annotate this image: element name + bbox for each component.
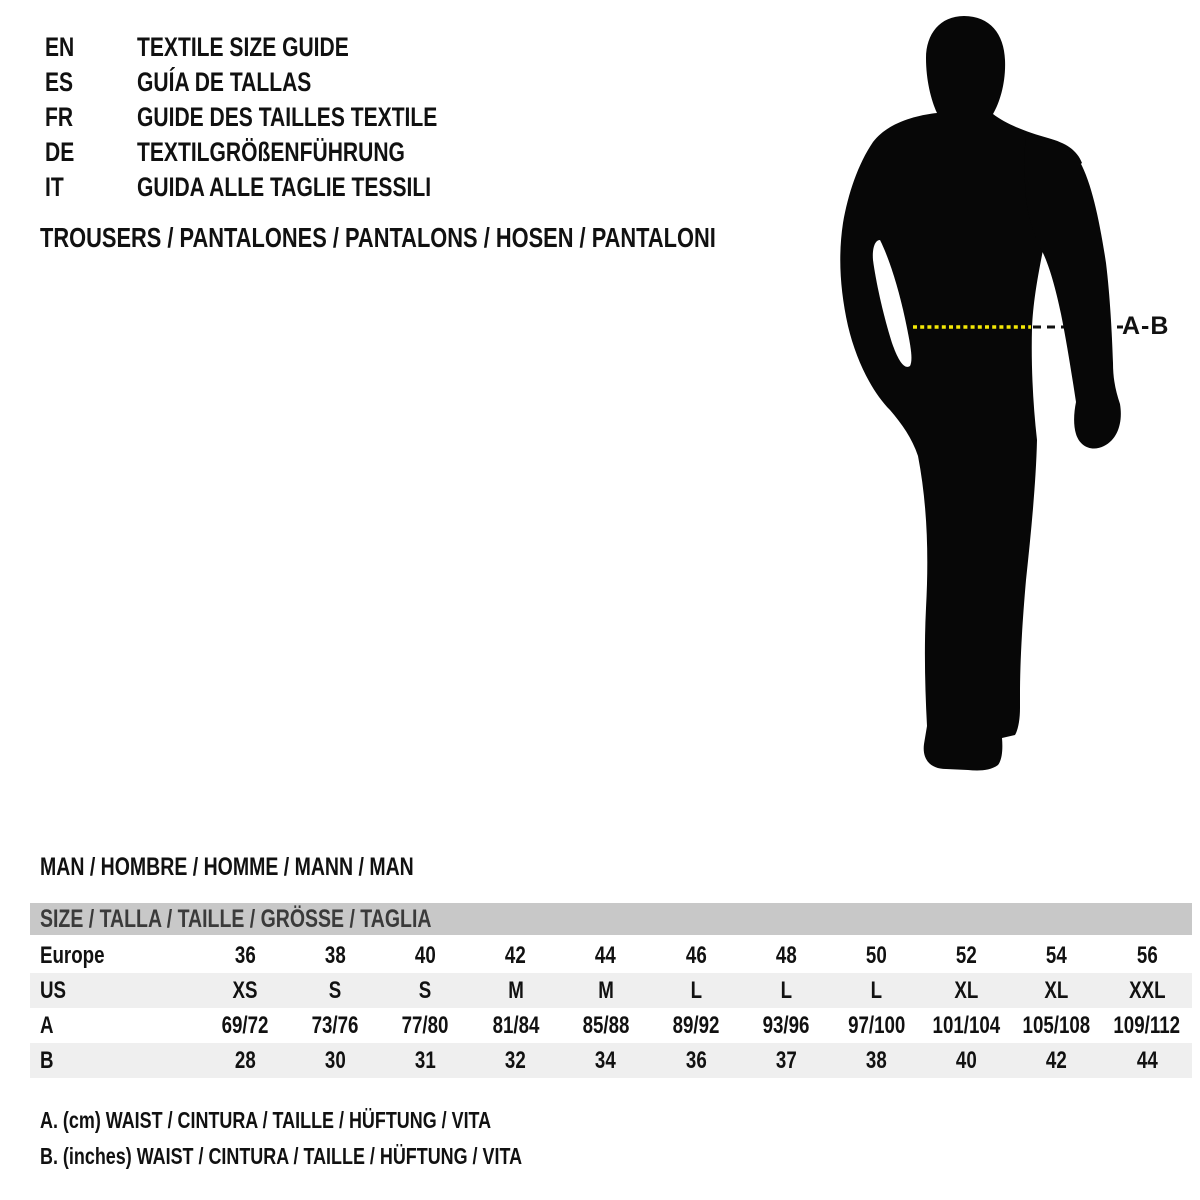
man-silhouette-body bbox=[840, 16, 1082, 770]
language-code: ES bbox=[45, 67, 74, 97]
language-row bbox=[45, 135, 522, 170]
size-table-cell: M bbox=[507, 977, 524, 1004]
footnote-b bbox=[40, 1141, 658, 1171]
size-table-cell: 56 bbox=[1136, 942, 1158, 969]
size-table-cell: 69/72 bbox=[221, 1012, 269, 1039]
section-title-text: MAN / HOMBRE / HOMME / MANN / MAN bbox=[40, 853, 414, 881]
size-table-cell: 31 bbox=[415, 1047, 436, 1074]
size-table-cell: 34 bbox=[595, 1047, 617, 1074]
size-table-row-label: A bbox=[40, 1012, 54, 1039]
size-table-cell: 30 bbox=[324, 1047, 346, 1074]
size-table-cell: L bbox=[690, 977, 702, 1004]
size-table-cell: XS bbox=[232, 977, 258, 1004]
size-table-row-label: Europe bbox=[40, 942, 105, 969]
language-row bbox=[45, 65, 522, 100]
size-table-cell: 101/104 bbox=[932, 1012, 1001, 1039]
language-title: GUÍA DE TALLAS bbox=[137, 67, 312, 97]
size-table-row bbox=[30, 1043, 1192, 1078]
size-table-cell: XXL bbox=[1128, 977, 1166, 1004]
garment-title bbox=[40, 220, 906, 255]
footnote-b-text: B. (inches) WAIST / CINTURA / TAILLE / HÜFTUNG / VITA bbox=[40, 1143, 523, 1169]
size-table-cell: 42 bbox=[505, 942, 527, 969]
size-table-cell: L bbox=[780, 977, 792, 1004]
waist-measure-label: A-B bbox=[1122, 312, 1170, 340]
size-table-row-label: US bbox=[40, 977, 67, 1004]
size-table-cell: 73/76 bbox=[311, 1012, 359, 1039]
size-table-cell: 109/112 bbox=[1113, 1012, 1181, 1039]
size-table-row bbox=[30, 938, 1192, 973]
size-table-row bbox=[30, 1008, 1192, 1043]
size-table-row bbox=[30, 973, 1192, 1008]
man-silhouette-right-arm bbox=[1025, 134, 1121, 449]
size-table-cell: S bbox=[419, 977, 432, 1004]
size-table-row-label: B bbox=[40, 1047, 54, 1074]
size-table-cell: S bbox=[329, 977, 342, 1004]
language-title: TEXTILGRÖßENFÜHRUNG bbox=[137, 137, 405, 167]
size-table-cell: 37 bbox=[775, 1047, 797, 1074]
section-title bbox=[40, 850, 519, 885]
size-table-header bbox=[30, 903, 1192, 935]
size-table-cell: 36 bbox=[685, 1047, 707, 1074]
man-silhouette bbox=[830, 8, 1130, 783]
size-table-cell: 48 bbox=[775, 942, 797, 969]
language-row bbox=[45, 170, 522, 205]
language-title: TEXTILE SIZE GUIDE bbox=[137, 32, 349, 62]
size-table-cell: 38 bbox=[324, 942, 346, 969]
size-table-cell: 105/108 bbox=[1022, 1012, 1091, 1039]
size-table bbox=[30, 903, 1192, 1078]
size-table-cell: L bbox=[870, 977, 883, 1004]
size-table-cell: 42 bbox=[1046, 1047, 1068, 1074]
man-silhouette-figure bbox=[830, 8, 1130, 783]
size-table-cell: 81/84 bbox=[492, 1012, 540, 1039]
size-table-cell: XL bbox=[954, 977, 979, 1004]
size-table-cell: 54 bbox=[1046, 942, 1068, 969]
size-table-cell: 97/100 bbox=[847, 1012, 906, 1039]
size-table-cell: 28 bbox=[234, 1047, 256, 1074]
language-code: EN bbox=[45, 32, 75, 62]
footnote-a bbox=[40, 1105, 618, 1135]
size-table-cell: 50 bbox=[865, 942, 887, 969]
language-title: GUIDA ALLE TAGLIE TESSILI bbox=[137, 172, 432, 202]
size-table-cell: 44 bbox=[1136, 1047, 1158, 1074]
size-table-cell: 46 bbox=[685, 942, 707, 969]
language-code: IT bbox=[45, 172, 64, 202]
language-code: FR bbox=[45, 102, 74, 132]
footnote-a-text: A. (cm) WAIST / CINTURA / TAILLE / HÜFTUNG / VITA bbox=[40, 1107, 492, 1133]
size-table-cell: 77/80 bbox=[402, 1012, 449, 1039]
language-code: DE bbox=[45, 137, 75, 167]
size-table-cell: M bbox=[598, 977, 614, 1004]
size-table-cell: XL bbox=[1044, 977, 1069, 1004]
size-table-cell: 40 bbox=[415, 942, 436, 969]
garment-title-text: TROUSERS / PANTALONES / PANTALONS / HOSEN / PANTALONI bbox=[40, 222, 716, 253]
size-table-cell: 36 bbox=[234, 942, 256, 969]
language-title: GUIDE DES TAILLES TEXTILE bbox=[137, 102, 438, 132]
size-table-rows bbox=[30, 938, 1192, 1078]
language-list bbox=[45, 30, 522, 205]
size-table-cell: 32 bbox=[505, 1047, 527, 1074]
size-table-cell: 85/88 bbox=[582, 1012, 630, 1039]
size-table-cell: 52 bbox=[956, 942, 978, 969]
size-table-cell: 93/96 bbox=[762, 1012, 810, 1039]
size-table-cell: 38 bbox=[865, 1047, 887, 1074]
size-table-cell: 40 bbox=[956, 1047, 978, 1074]
language-row bbox=[45, 100, 522, 135]
size-table-cell: 44 bbox=[595, 942, 617, 969]
language-row bbox=[45, 30, 522, 65]
size-table-header-text: SIZE / TALLA / TAILLE / GRÖSSE / TAGLIA bbox=[40, 905, 432, 933]
size-table-cell: 89/92 bbox=[672, 1012, 720, 1039]
